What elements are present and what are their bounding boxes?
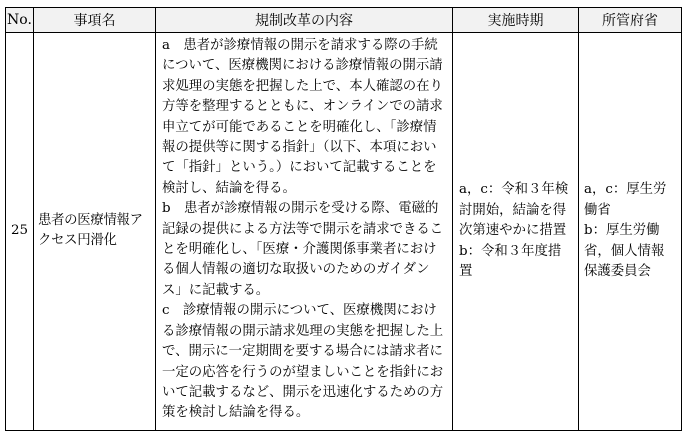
row-ministry [579,33,682,431]
timing-ac: a，c：令和３年検討開始，結論を得次第速やかに措置 [459,182,569,239]
regulatory-reform-table [5,7,682,431]
agency-b: b：厚生労働省，個人情報保護委員会 [584,223,665,279]
header-no: No. [6,8,34,33]
agency-ac: a，c：厚生労働省 [584,182,667,218]
row-item-name: 患者の医療情報アクセス円滑化 [34,33,156,431]
header-implementation-timing: 実施時期 [453,8,579,33]
row-number: 25 [6,33,34,431]
header-ministry: 所管府省 [579,8,682,33]
header-item-name: 事項名 [34,8,156,33]
row-implementation-timing [453,33,579,431]
content-item-a: a 患者が診療情報の開示を請求する際の手続について、医療機関における診療情報の開示請求処理の実態を把握した上で、本人確認の在り方等を整理するとともに、オンラインでの請求申立てが可能であることを明確化し、「診療情報の提供等に関する指針」（以下、本項において「指針」という。）において記載することを検討し、結論を得る。 [162,38,443,196]
header-reform-content: 規制改革の内容 [156,8,453,33]
table-header-row [6,8,682,33]
timing-b: b：令和３年度措置 [459,243,562,279]
content-item-c: c 診療情報の開示について、医療機関における診療情報の開示請求処理の実態を把握した上で、開示に一定期間を要する場合には請求者に一定の応答を行うのが望ましいことを指針において記載するなど、開示を迅速化するための方策を検討し結論を得る。 [162,303,444,421]
row-reform-content [156,33,453,431]
content-item-b: b 患者が診療情報の開示を受ける際、電磁的記録の提供による方法等で開示を請求できることを明確化し、「医療・介護関係事業者における個人情報の適切な取扱いのためのガイダンス」に記載する。 [162,201,444,298]
table-row [6,33,682,431]
